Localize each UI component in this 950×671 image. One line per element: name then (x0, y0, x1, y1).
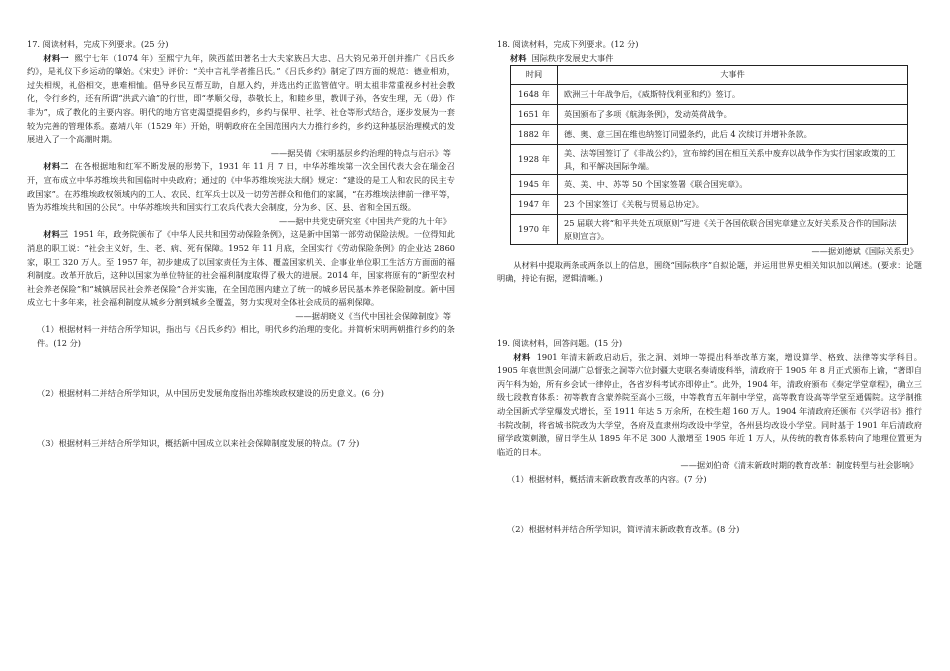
q19-source: ——据刘伯奇《清末新政时期的教育改革：制度转型与社会影响》 (680, 460, 918, 471)
table-row (511, 125, 908, 145)
table-row (511, 195, 908, 215)
q17-subquestion-1: （1）根据材料一并结合所学知识，指出与《吕氏乡约》相比，明代乡约治理的变化。并简析宋明两朝推行乡约的条件。(12 分) (37, 324, 455, 349)
q17-material-3 (27, 228, 455, 310)
table-header-row (511, 66, 908, 85)
q18-source: ——据刘德斌《国际关系史》 (811, 246, 918, 257)
row-year: 1945 年 (511, 175, 558, 195)
row-year: 1947 年 (511, 195, 558, 215)
col-header-time: 时间 (511, 66, 558, 85)
row-year: 1651 年 (511, 105, 558, 125)
q19-material (497, 351, 922, 460)
q18-table-caption (497, 52, 922, 66)
q19-subquestion-1: （1）根据材料，概括清末新政教育改革的内容。(7 分) (507, 473, 707, 484)
row-year: 1970 年 (511, 215, 558, 245)
q17-material-1 (27, 52, 455, 147)
q17-material-2 (27, 160, 455, 214)
row-event: 美、法等国签订了《非战公约》，宣布缔约国在相互关系中废弃以战争作为实行国家政策的工具，和平解决国际争端。 (558, 145, 908, 175)
q19-material-label: 材料 (513, 351, 531, 362)
q17-heading: 17. 阅读材料，完成下列要求。(25 分) (27, 39, 169, 49)
q18-heading: 18. 阅读材料，完成下列要求。(12 分) (497, 39, 639, 49)
row-year: 1928 年 (511, 145, 558, 175)
material-2-source: ——据中共党史研究室《中国共产党的九十年》 (279, 215, 451, 226)
q19-heading: 19. 阅读材料，回答问题。(15 分) (497, 337, 623, 348)
material-1-source: ——据吴倩《宋明基层乡约治理的特点与启示》等 (270, 147, 451, 158)
row-year: 1882 年 (511, 125, 558, 145)
table-row (511, 175, 908, 195)
material-2-label: 材料二 (43, 161, 69, 172)
row-event: 英国颁布了多项《航海条例》，发动英荷战争。 (558, 105, 908, 125)
table-row (511, 215, 908, 245)
row-event: 23 个国家签订《关税与贸易总协定》。 (558, 195, 908, 215)
row-event: 25 届联大将“和平共处五项原则”写进《关于各国依联合国宪章建立友好关系及合作的国际法原则宣言》。 (558, 215, 908, 245)
material-3-source: ——据胡晓义《当代中国社会保障制度》等 (295, 310, 451, 321)
material-2-text: 在各根据地和红军不断发展的形势下，1931 年 11 月 7 日，中华苏维埃第一次全国代表大会在瑞金召开，宣布成立中华苏维埃共和国临时中央政府；通过的《中华苏维埃宪法大纲》规定：“建设的是工人和农民的民主专政国家”。在苏维埃政权领域内的工人、农民、红军兵士以及一切劳苦群众和他们的家属，“在苏维埃法律前一律平等，皆为苏维埃共和国的公民”。中华苏维埃共和国实行工农兵代表大会制度，分为乡、区、县、省和全国五级。 (27, 161, 455, 213)
events-table (510, 65, 908, 245)
right-column (497, 0, 922, 536)
q18-prompt: 从材料中提取两条或两条以上的信息，围绕“国际秩序”自拟论题，并运用世界史相关知识加以阐述。(要求：论题明确，持论有据，逻辑清晰。) (497, 259, 922, 284)
col-header-event: 大事件 (558, 66, 908, 85)
row-year: 1648 年 (511, 85, 558, 105)
q17-subquestion-3: （3）根据材料三并结合所学知识，概括新中国成立以来社会保障制度发展的特点。(7 分) (37, 438, 360, 449)
q17-subquestion-2: （2）根据材料二并结合所学知识，从中国历史发展角度指出苏维埃政权建设的历史意义。(6 分) (37, 387, 384, 398)
table-row (511, 85, 908, 105)
table-row (511, 145, 908, 175)
left-column (27, 0, 455, 451)
material-3-label: 材料三 (43, 229, 69, 240)
q19-material-text: 1901 年清末新政启动后，张之洞、刘坤一等提出科举改革方案，增设算学、格致、法律等实学科目。1905 年袁世凯会同湖广总督张之洞等六位封疆大吏联名奏请废科举，清政府于 1905 年 8 月正式颁布上谕，“著即自丙午科为始，所有乡会试一律停止，各省岁科考试亦即停止”。此外，1904 年，清政府颁布《奏定学堂章程》，确立三级七段教育体系：初等教育含蒙养院至高小三级，中等教育五年制中学堂，高等教育设高等学堂至通儒院。这学制推动全国新式学堂爆发式增长，至 1911 年达 5 万余所，在校生超 160 万人。1904 年清政府还颁布《兴学诏书》推行书院改制，将省城书院改为大学堂，各府及直隶州均改设中学堂，各州县均改设小学堂。同时基于 1901 年后清政府留学政策刺激，留日学生从 1895 年不足 300 人激增至 1905 年近 1 万人，从传统的教育体系转向了地理位置更为临近的日本。 (497, 351, 922, 457)
row-event: 德、奥、意三国在维也纳签订同盟条约，此后 4 次续订并增补条款。 (558, 125, 908, 145)
material-1-text: 熙宁七年（1074 年）至熙宁九年，陕西蓝田著名士大夫家族吕大忠、吕大钧兄弟开创并推广《吕氏乡约》，是礼仪下乡运动的肇始。《宋史》评价：“关中言礼学者推吕氏。”《吕氏乡约》制定了四方面的规范：德业相劝，过失相规，礼俗相交，患难相恤。倡导乡民互帮互助，自愿入约，并选出约正监管值守。明太祖非常重视乡村社会教化，令行乡约，还有所谓“洪武六谕”的行世，即“孝顺父母，恭敬长上，和睦乡里，教训子孙，各安生理，无（毋）作非为”，成了教化的主要内容。明代的地方官吏渴望提倡乡约，乡约与保甲、社学、社仓等形式结合，逐步发展为一套较为完善的管理体系。嘉靖八年（1529 年）开始，明朝政府在全国范围内大力推行乡约，乡约这种基层治理模式的发展进入了一个高潮时期。 (27, 52, 455, 145)
q18-caption-text: 国际秩序发展史大事件 (531, 52, 614, 63)
q19-subquestion-2: （2）根据材料并结合所学知识，简评清末新政教育改革。(8 分) (507, 523, 740, 534)
material-3-text: 1951 年，政务院颁布了《中华人民共和国劳动保险条例》，这是新中国第一部劳动保险法规。一位得知此消息的职工说：“社会主义好，生、老、病、死有保障。1952 年 11 月底，全国实行《劳动保险条例》的企业达 2860 家，职工 320 万人。至 1957 年，初步建成了以国家责任为主体、覆盖国家机关、企事业单位职工生活方方面面的福利制度。改革开放后，这种以国家为单位特征的社会福利制度取得了极大的进展。2014 年，国家将原有的“新型农村社会养老保险”和“城镇居民社会养老保险”合并实施，在全国范围内建立了统一的城乡居民基本养老保险制度。新中国成立七十多年来，社会福利制度从城乡分割到城乡全覆盖，努力实现对全体社会成员的福利保障。 (27, 229, 455, 308)
row-event: 英、美、中、苏等 50 个国家签署《联合国宪章》。 (558, 175, 908, 195)
material-1-label: 材料一 (43, 52, 69, 63)
q18-material-label: 材料 (510, 52, 527, 63)
table-row (511, 105, 908, 125)
row-event: 欧洲三十年战争后，《威斯特伐利亚和约》签订。 (558, 85, 908, 105)
